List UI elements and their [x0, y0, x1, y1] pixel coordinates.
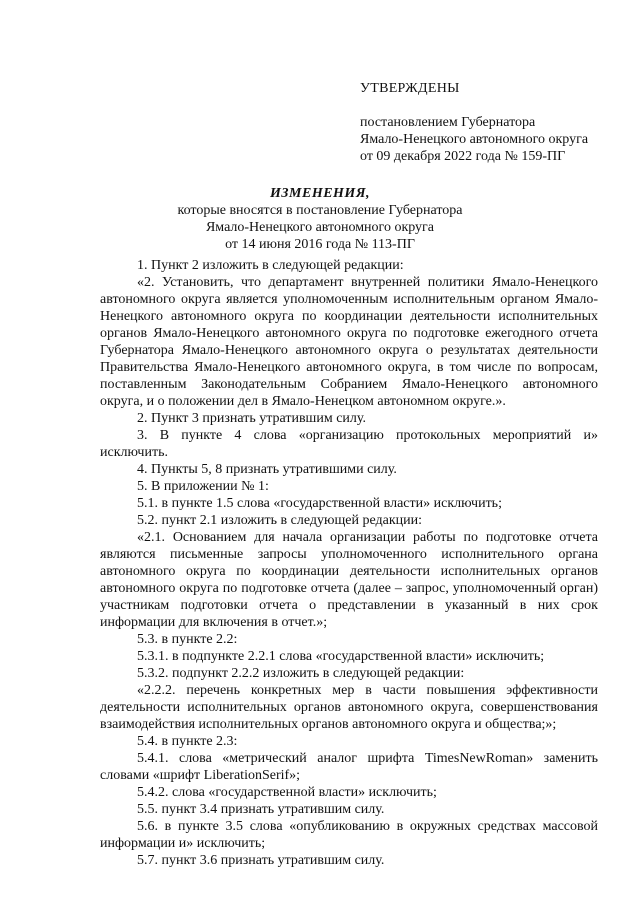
approval-line-1: постановлением Губернатора [360, 115, 536, 130]
paragraph: 5. В приложении № 1: [137, 479, 269, 494]
paragraph: «2.1. Основанием для начала организации работы по подготовке отчета являются письменные запросы уполномоченного исполнительного органа автономного округа по координации деятельности исполнительных органов автономного округа по подготовке отчета (далее – запрос, уполномоченный орган) участникам подготовки отчета о представлении в указанный в них срок информации для включения в отчет.»; [100, 530, 598, 630]
approval-line-3: от 09 декабря 2022 года № 159-ПГ [360, 149, 566, 164]
document-subtitle-1: которые вносятся в постановление Губернатора [177, 203, 463, 218]
paragraph: 5.3.1. в подпункте 2.2.1 слова «государственной власти» исключить; [137, 649, 545, 664]
paragraph: 5.4.1. слова «метрический аналог шрифта TimesNewRoman» заменить словами «шрифт LiberationSerif»; [100, 751, 598, 783]
paragraph: 5.7. пункт 3.6 признать утратившим силу. [137, 853, 385, 868]
paragraph: 4. Пункты 5, 8 признать утратившими силу. [137, 462, 397, 477]
paragraph: 5.6. в пункте 3.5 слова «опубликованию в окружных средствах массовой информации и» исключить; [100, 819, 598, 851]
approval-heading: УТВЕРЖДЕНЫ [360, 81, 460, 96]
approval-line-2: Ямало-Ненецкого автономного округа [360, 132, 589, 147]
paragraph: 1. Пункт 2 изложить в следующей редакции: [137, 258, 404, 273]
paragraph: 5.4.2. слова «государственной власти» исключить; [137, 785, 437, 800]
document-subtitle-3: от 14 июня 2016 года № 113-ПГ [225, 237, 415, 252]
paragraph: 5.5. пункт 3.4 признать утратившим силу. [137, 802, 385, 817]
document-title: ИЗМЕНЕНИЯ, [270, 186, 370, 201]
paragraph: «2. Установить, что департамент внутренней политики Ямало-Ненецкого автономного округа является уполномоченным исполнительным органом Ямало-Ненецкого автономного округа по координации деятельности исполнительных органов Ямало-Ненецкого автономного округа по подготовке ежегодного отчета Губернатора Ямало-Ненецкого автономного округа о результатах деятельности Правительства Ямало-Ненецкого автономного округа, в том числе по вопросам, поставленным Законодательным Собранием Ямало-Ненецкого автономного округа, и о положении дел в Ямало-Ненецком автономном округе.». [100, 275, 598, 409]
document-body [100, 257, 598, 869]
paragraph: 5.3. в пункте 2.2: [137, 632, 238, 647]
paragraph: 5.2. пункт 2.1 изложить в следующей редакции: [137, 513, 422, 528]
paragraph: 5.4. в пункте 2.3: [137, 734, 238, 749]
paragraph: «2.2.2. перечень конкретных мер в части повышения эффективности деятельности исполнительных органов автономного округа, совершенствования взаимодействия исполнительных органов автономного округа и общества;»; [100, 683, 598, 732]
approval-stamp [360, 80, 588, 165]
paragraph: 3. В пункте 4 слова «организацию протокольных мероприятий и» исключить. [100, 428, 598, 460]
document-title-block [100, 185, 540, 253]
paragraph: 5.3.2. подпункт 2.2.2 изложить в следующей редакции: [137, 666, 465, 681]
paragraph: 2. Пункт 3 признать утратившим силу. [137, 411, 366, 426]
paragraph: 5.1. в пункте 1.5 слова «государственной власти» исключить; [137, 496, 502, 511]
document-subtitle-2: Ямало-Ненецкого автономного округа [205, 220, 435, 235]
